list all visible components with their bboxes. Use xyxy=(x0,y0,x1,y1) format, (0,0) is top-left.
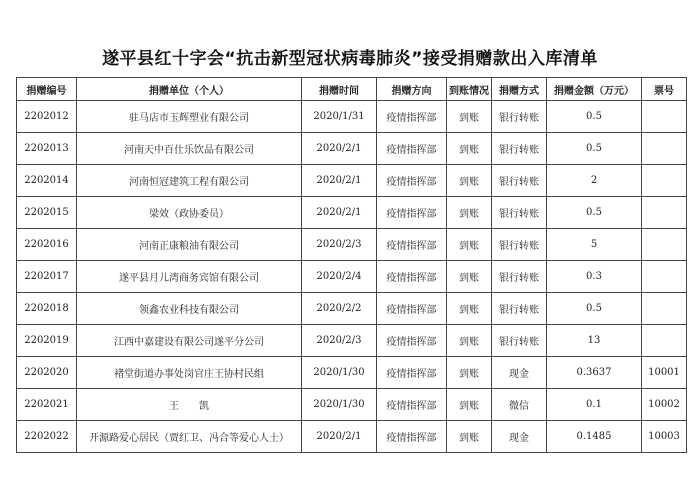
cell-donor: 河南正康粮油有限公司 xyxy=(77,229,302,261)
header-status: 到账情况 xyxy=(447,78,492,101)
table-row xyxy=(17,261,687,293)
cell-donor: 河南恒冠建筑工程有限公司 xyxy=(77,165,302,197)
table-row xyxy=(17,325,687,357)
cell-method: 银行转账 xyxy=(492,293,547,325)
cell-status: 到账 xyxy=(447,293,492,325)
cell-method: 银行转账 xyxy=(492,101,547,133)
cell-amount: 0.1485 xyxy=(547,421,642,453)
table-header-row xyxy=(17,78,687,101)
cell-date: 2020/2/2 xyxy=(302,293,377,325)
cell-amount: 0.1 xyxy=(547,389,642,421)
cell-ticket xyxy=(642,229,687,261)
header-donor: 捐赠单位（个人） xyxy=(77,78,302,101)
cell-amount: 0.5 xyxy=(547,293,642,325)
cell-donor: 王 凯 xyxy=(77,389,302,421)
cell-code: 2202020 xyxy=(17,357,77,389)
header-code: 捐赠编号 xyxy=(17,78,77,101)
cell-date: 2020/2/3 xyxy=(302,229,377,261)
table-row xyxy=(17,197,687,229)
cell-status: 到账 xyxy=(447,197,492,229)
cell-code: 2202017 xyxy=(17,261,77,293)
cell-date: 2020/1/30 xyxy=(302,357,377,389)
cell-code: 2202015 xyxy=(17,197,77,229)
cell-amount: 2 xyxy=(547,165,642,197)
cell-date: 2020/2/1 xyxy=(302,133,377,165)
cell-method: 银行转账 xyxy=(492,165,547,197)
cell-ticket xyxy=(642,133,687,165)
cell-direction: 疫情指挥部 xyxy=(377,229,447,261)
cell-date: 2020/1/31 xyxy=(302,101,377,133)
cell-donor: 江西中嘉建设有限公司遂平分公司 xyxy=(77,325,302,357)
cell-date: 2020/2/1 xyxy=(302,197,377,229)
cell-status: 到账 xyxy=(447,261,492,293)
cell-code: 2202016 xyxy=(17,229,77,261)
cell-date: 2020/2/4 xyxy=(302,261,377,293)
cell-amount: 0.3 xyxy=(547,261,642,293)
cell-direction: 疫情指挥部 xyxy=(377,197,447,229)
cell-code: 2202022 xyxy=(17,421,77,453)
cell-status: 到账 xyxy=(447,389,492,421)
cell-amount: 0.5 xyxy=(547,197,642,229)
cell-date: 2020/2/1 xyxy=(302,165,377,197)
header-method: 捐赠方式 xyxy=(492,78,547,101)
cell-ticket xyxy=(642,197,687,229)
cell-method: 银行转账 xyxy=(492,133,547,165)
cell-donor: 褚堂街道办事处岗官庄王协村民组 xyxy=(77,357,302,389)
cell-direction: 疫情指挥部 xyxy=(377,325,447,357)
cell-status: 到账 xyxy=(447,133,492,165)
cell-method: 现金 xyxy=(492,357,547,389)
document-title: 遂平县红十字会“抗击新型冠状病毒肺炎”接受捐赠款出入库清单 xyxy=(102,49,598,69)
cell-ticket: 10003 xyxy=(642,421,687,453)
cell-amount: 0.5 xyxy=(547,101,642,133)
table-row xyxy=(17,357,687,389)
cell-code: 2202018 xyxy=(17,293,77,325)
cell-direction: 疫情指挥部 xyxy=(377,165,447,197)
cell-amount: 0.5 xyxy=(547,133,642,165)
cell-status: 到账 xyxy=(447,421,492,453)
cell-code: 2202019 xyxy=(17,325,77,357)
cell-code: 2202014 xyxy=(17,165,77,197)
table-row xyxy=(17,421,687,453)
cell-ticket: 10002 xyxy=(642,389,687,421)
cell-status: 到账 xyxy=(447,101,492,133)
cell-ticket xyxy=(642,165,687,197)
table-row xyxy=(17,389,687,421)
cell-direction: 疫情指挥部 xyxy=(377,133,447,165)
cell-code: 2202012 xyxy=(17,101,77,133)
cell-direction: 疫情指挥部 xyxy=(377,421,447,453)
cell-donor: 河南天中百仕乐饮品有限公司 xyxy=(77,133,302,165)
cell-method: 微信 xyxy=(492,389,547,421)
cell-amount: 5 xyxy=(547,229,642,261)
table-row xyxy=(17,133,687,165)
cell-code: 2202013 xyxy=(17,133,77,165)
cell-donor: 开源路爱心居民（贾红卫、冯合等爱心人士） xyxy=(77,421,302,453)
cell-direction: 疫情指挥部 xyxy=(377,357,447,389)
cell-direction: 疫情指挥部 xyxy=(377,293,447,325)
cell-direction: 疫情指挥部 xyxy=(377,261,447,293)
cell-ticket xyxy=(642,325,687,357)
cell-date: 2020/2/1 xyxy=(302,421,377,453)
cell-ticket: 10001 xyxy=(642,357,687,389)
cell-ticket xyxy=(642,101,687,133)
cell-method: 现金 xyxy=(492,421,547,453)
table-row xyxy=(17,293,687,325)
table-row xyxy=(17,101,687,133)
donation-table xyxy=(16,77,687,453)
table-body xyxy=(17,101,687,453)
cell-method: 银行转账 xyxy=(492,261,547,293)
cell-date: 2020/1/30 xyxy=(302,389,377,421)
cell-donor: 驻马店市玉辉塑业有限公司 xyxy=(77,101,302,133)
cell-direction: 疫情指挥部 xyxy=(377,389,447,421)
header-date: 捐赠时间 xyxy=(302,78,377,101)
cell-date: 2020/2/3 xyxy=(302,325,377,357)
cell-donor: 遂平县月儿湾商务宾馆有限公司 xyxy=(77,261,302,293)
header-amount: 捐赠金额（万元） xyxy=(547,78,642,101)
cell-method: 银行转账 xyxy=(492,229,547,261)
cell-status: 到账 xyxy=(447,357,492,389)
cell-amount: 0.3637 xyxy=(547,357,642,389)
cell-direction: 疫情指挥部 xyxy=(377,101,447,133)
cell-status: 到账 xyxy=(447,325,492,357)
cell-amount: 13 xyxy=(547,325,642,357)
cell-donor: 领鑫农业科技有限公司 xyxy=(77,293,302,325)
cell-method: 银行转账 xyxy=(492,325,547,357)
table-row xyxy=(17,165,687,197)
header-ticket: 票号 xyxy=(642,78,687,101)
cell-method: 银行转账 xyxy=(492,197,547,229)
cell-ticket xyxy=(642,261,687,293)
cell-code: 2202021 xyxy=(17,389,77,421)
cell-donor: 梁效（政协委员） xyxy=(77,197,302,229)
table-row xyxy=(17,229,687,261)
header-direction: 捐赠方向 xyxy=(377,78,447,101)
cell-ticket xyxy=(642,293,687,325)
cell-status: 到账 xyxy=(447,165,492,197)
cell-status: 到账 xyxy=(447,229,492,261)
